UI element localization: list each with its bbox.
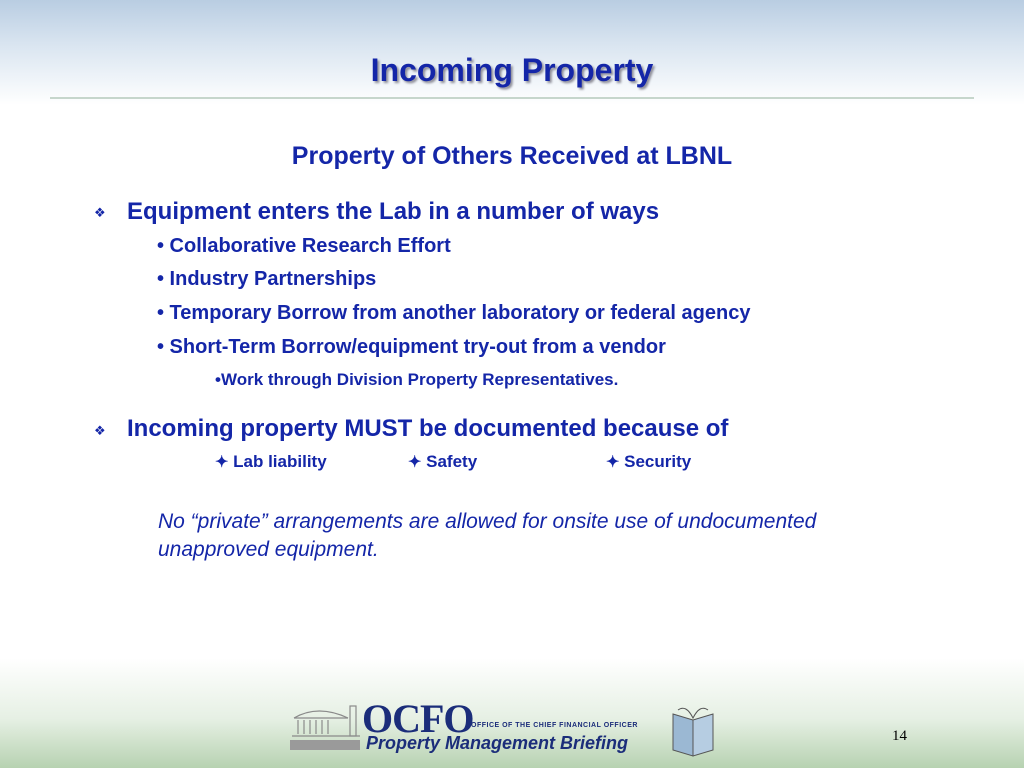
- bullet-documented-because: Incoming property MUST be documented because of: [127, 415, 729, 442]
- open-book-icon: [673, 708, 713, 756]
- policy-note: No “private” arrangements are allowed for onsite use of undocumented unapproved equipment.: [158, 510, 817, 561]
- four-point-star-icon: ✦: [408, 454, 422, 471]
- reason-lab-liability: ✦ Lab liability: [215, 452, 327, 471]
- reason-security: ✦ Security: [606, 452, 692, 471]
- list-item: • Temporary Borrow from another laboratory or federal agency: [157, 302, 751, 324]
- footer-caption: Property Management Briefing: [366, 733, 629, 753]
- list-item: • Industry Partnerships: [157, 268, 377, 290]
- title-divider: [50, 97, 974, 99]
- page-number: 14: [892, 728, 907, 744]
- list-item: • Collaborative Research Effort: [157, 235, 451, 257]
- four-point-star-icon: ✦: [606, 454, 620, 471]
- reason-safety: ✦ Safety: [408, 452, 478, 471]
- list-item: • Short-Term Borrow/equipment try-out from a vendor: [157, 336, 666, 358]
- ocfo-logo-text: OCFO: [362, 696, 474, 741]
- slide-subtitle: Property of Others Received at LBNL: [291, 142, 733, 170]
- four-point-star-icon: ✦: [215, 454, 229, 471]
- slide-title: Incoming Property: [370, 52, 654, 88]
- ocfo-logo-subtitle: OFFICE OF THE CHIEF FINANCIAL OFFICER: [471, 722, 638, 729]
- diamond-bullet-icon: ❖: [94, 205, 106, 220]
- diamond-bullet-icon: ❖: [94, 423, 106, 438]
- list-subitem: •Work through Division Property Representatives.: [215, 370, 619, 389]
- bullet-equipment-enters: Equipment enters the Lab in a number of ways: [127, 198, 660, 225]
